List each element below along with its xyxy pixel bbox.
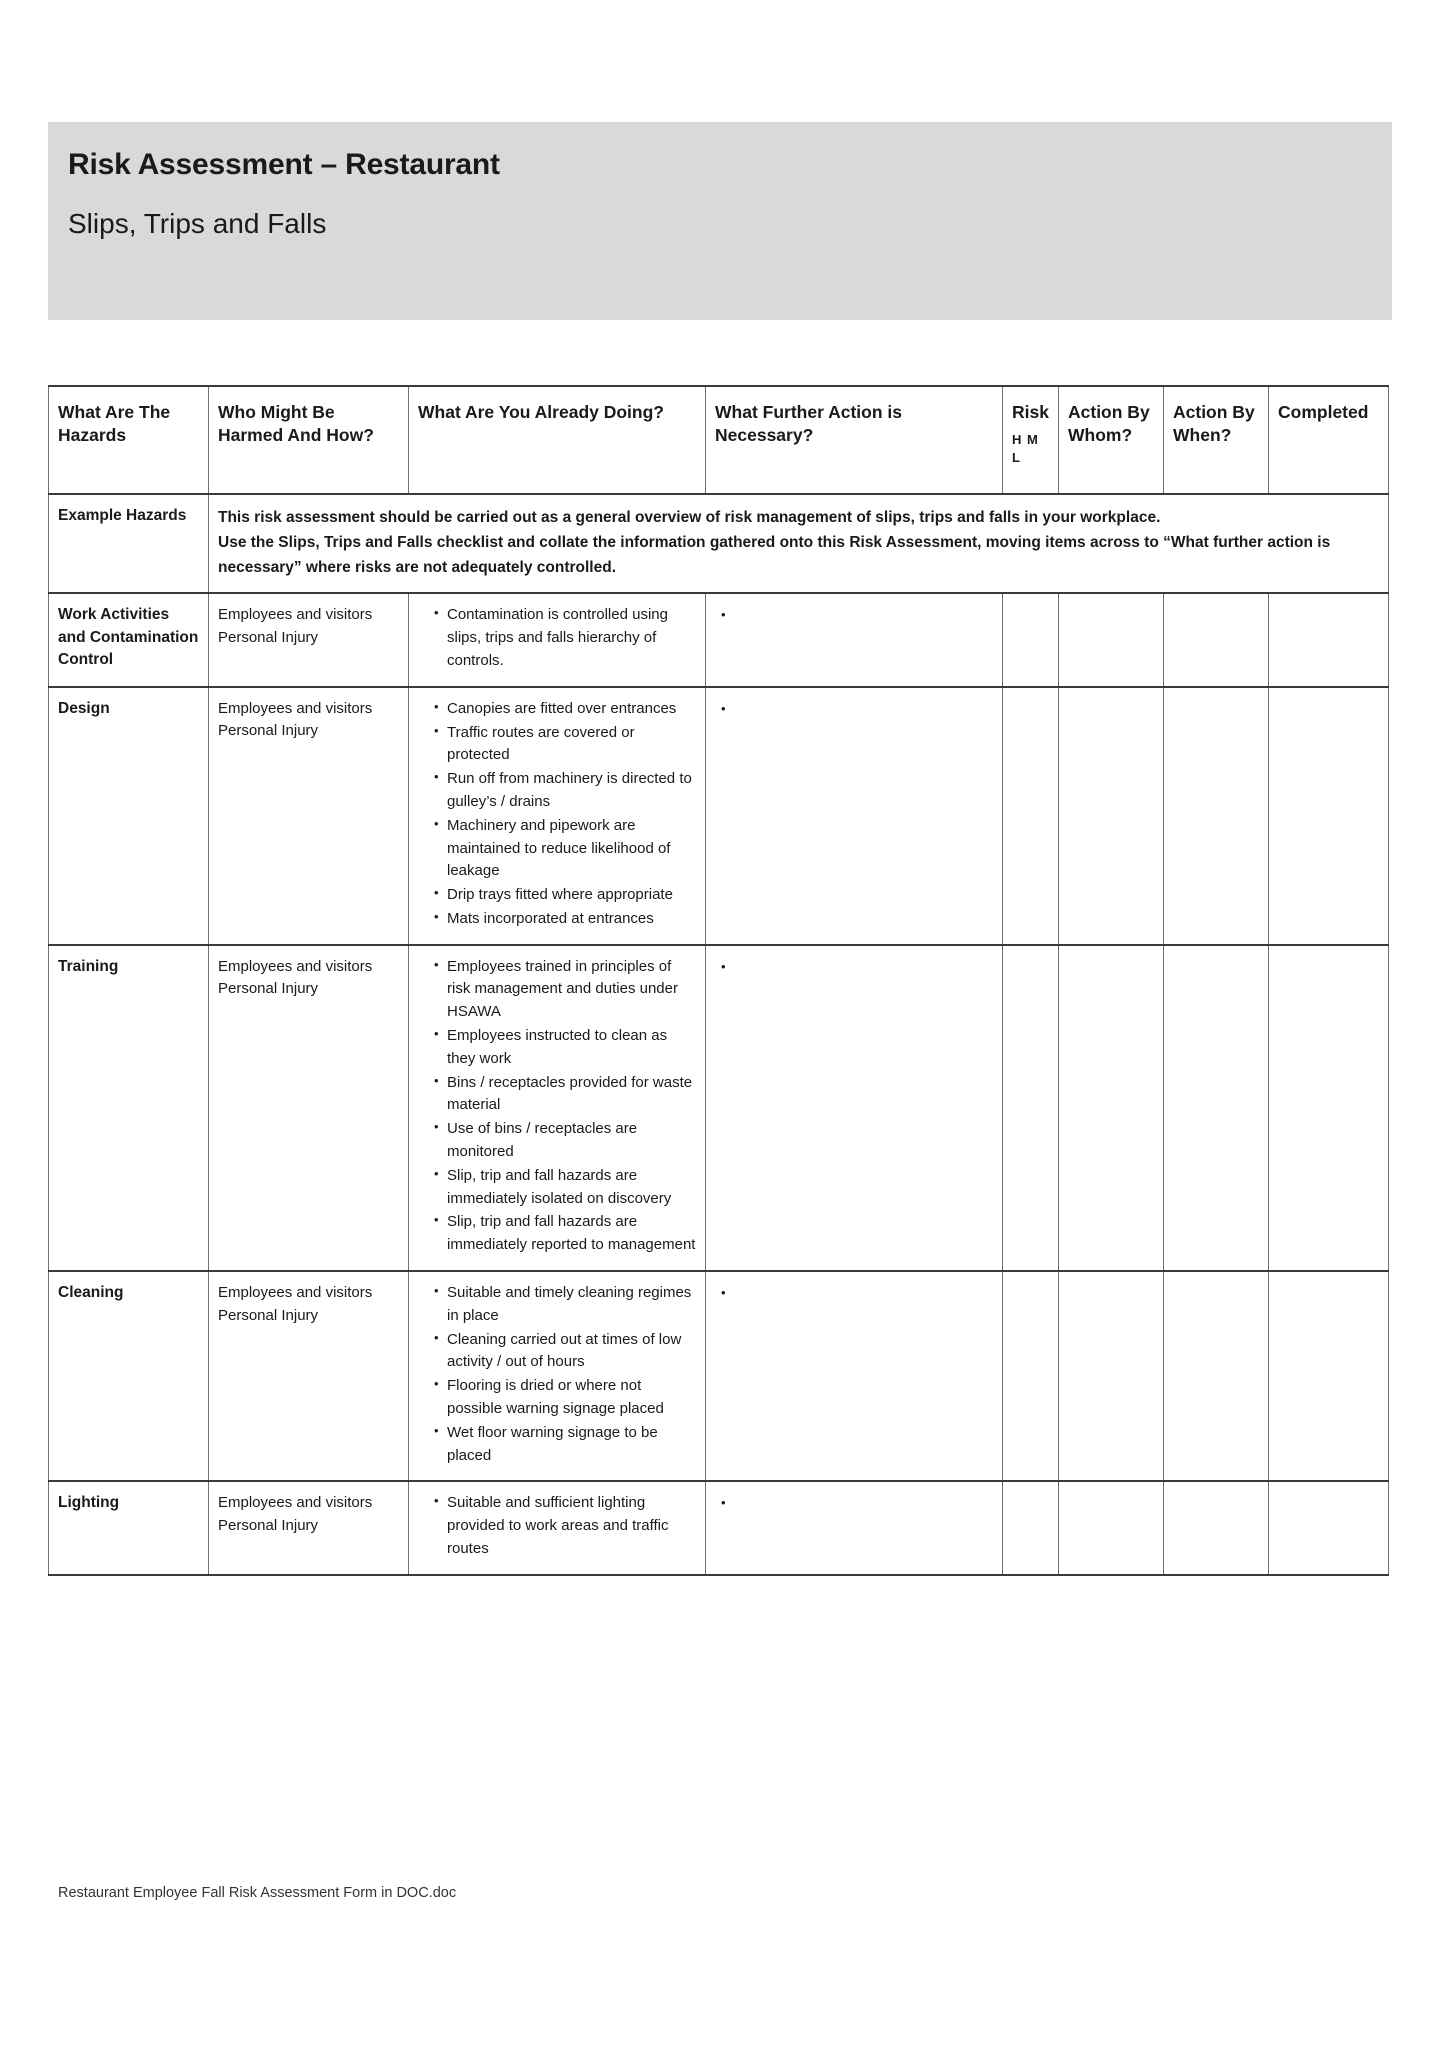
control-measures-list: [418, 1282, 696, 1467]
cell-completed[interactable]: [1269, 945, 1389, 1271]
table-row: [49, 593, 1389, 686]
document-title-secondary: Slips, Trips and Falls: [68, 207, 327, 239]
further-action-bullet[interactable]: [715, 1492, 993, 1515]
cell-further-action[interactable]: [706, 1481, 1003, 1574]
cell-further-action[interactable]: [706, 945, 1003, 1271]
cell-risk[interactable]: [1003, 593, 1059, 686]
example-paragraph-2: Use the Slips, Trips and Falls checklist and collate the information gathered onto this Risk Assessment, moving items across to “What further action is necessary” where risks are not adequately controlled.: [218, 534, 1331, 577]
list-item: • Contamination is controlled using slips, trips and falls hierarchy of controls.: [434, 604, 696, 672]
header-who-harmed: Who Might Be Harmed And How?: [209, 386, 409, 494]
who-harmed-line: Employees and visitors: [218, 1284, 373, 1302]
header-completed: Completed: [1269, 386, 1389, 494]
list-item: • Mats incorporated at entrances: [434, 908, 696, 931]
table-row-example: [49, 494, 1389, 593]
list-item: • Canopies are fitted over entrances: [434, 698, 696, 721]
list-item: • Employees trained in principles of risk management and duties under HSAWA: [434, 956, 696, 1024]
control-measures-list: [418, 1492, 696, 1560]
cell-action-by-when[interactable]: [1164, 593, 1269, 686]
cell-risk[interactable]: [1003, 687, 1059, 945]
list-item: • Drip trays fitted where appropriate: [434, 884, 696, 907]
cell-action-by-whom[interactable]: [1059, 945, 1164, 1271]
cell-who-harmed: [209, 1271, 409, 1481]
cell-action-by-when[interactable]: [1164, 687, 1269, 945]
who-harmed-line: Personal Injury: [218, 1516, 319, 1534]
list-item: • Suitable and timely cleaning regimes in place: [434, 1282, 696, 1328]
who-harmed-line: Employees and visitors: [218, 957, 373, 975]
header-risk-scale: H M L: [1012, 432, 1039, 465]
example-paragraph-1: This risk assessment should be carried out as a general overview of risk management of slips, trips and falls in your workplace.: [218, 509, 1161, 526]
cell-already-doing: [409, 1481, 706, 1574]
list-item: • Slip, trip and fall hazards are immediately isolated on discovery: [434, 1165, 696, 1211]
cell-who-harmed: [209, 1481, 409, 1574]
cell-action-by-whom[interactable]: [1059, 1481, 1164, 1574]
cell-hazard: Example Hazards: [49, 494, 209, 593]
cell-action-by-whom[interactable]: [1059, 1271, 1164, 1481]
table-header-row: [49, 386, 1389, 494]
control-measures-list: [418, 604, 696, 672]
who-harmed-line: Employees and visitors: [218, 699, 373, 717]
list-item: • Machinery and pipework are maintained to reduce likelihood of leakage: [434, 815, 696, 883]
further-action-bullet[interactable]: [715, 698, 993, 721]
cell-action-by-whom[interactable]: [1059, 687, 1164, 945]
control-measures-list: [418, 698, 696, 931]
cell-hazard: Cleaning: [49, 1271, 209, 1481]
list-item: • Cleaning carried out at times of low activity / out of hours: [434, 1329, 696, 1375]
header-hazards: What Are The Hazards: [49, 386, 209, 494]
further-action-bullet[interactable]: [715, 956, 993, 979]
list-item: • Bins / receptacles provided for waste material: [434, 1072, 696, 1118]
table-row: [49, 945, 1389, 1271]
cell-hazard: Training: [49, 945, 209, 1271]
cell-completed[interactable]: [1269, 593, 1389, 686]
cell-already-doing: [409, 687, 706, 945]
header-risk-label: Risk: [1012, 402, 1049, 422]
cell-who-harmed: [209, 945, 409, 1271]
cell-completed[interactable]: [1269, 1481, 1389, 1574]
cell-risk[interactable]: [1003, 1271, 1059, 1481]
further-action-bullet[interactable]: [715, 1282, 993, 1305]
title-banner: [48, 122, 1392, 320]
who-harmed-line: Personal Injury: [218, 1306, 319, 1324]
cell-example-description: [209, 494, 1389, 593]
cell-already-doing: [409, 593, 706, 686]
document-title-primary: Risk Assessment – Restaurant: [68, 148, 500, 181]
list-item: • Traffic routes are covered or protected: [434, 722, 696, 768]
cell-who-harmed: [209, 687, 409, 945]
cell-hazard: Design: [49, 687, 209, 945]
table-row: [49, 1271, 1389, 1481]
list-item: • Suitable and sufficient lighting provided to work areas and traffic routes: [434, 1492, 696, 1560]
who-harmed-line: Personal Injury: [218, 980, 319, 998]
table-row: [49, 687, 1389, 945]
list-item: • Employees instructed to clean as they work: [434, 1025, 696, 1071]
cell-action-by-when[interactable]: [1164, 1481, 1269, 1574]
list-item: • Use of bins / receptacles are monitored: [434, 1118, 696, 1164]
header-action-by-when: Action By When?: [1164, 386, 1269, 494]
list-item: • Slip, trip and fall hazards are immediately reported to management: [434, 1211, 696, 1257]
cell-action-by-when[interactable]: [1164, 945, 1269, 1271]
list-item: • Wet floor warning signage to be placed: [434, 1422, 696, 1468]
header-risk: [1003, 386, 1059, 494]
header-already-doing: What Are You Already Doing?: [409, 386, 706, 494]
cell-further-action[interactable]: [706, 1271, 1003, 1481]
who-harmed-line: Personal Injury: [218, 722, 319, 740]
cell-risk[interactable]: [1003, 945, 1059, 1271]
cell-completed[interactable]: [1269, 687, 1389, 945]
cell-hazard: Work Activities and Contamination Control: [49, 593, 209, 686]
cell-completed[interactable]: [1269, 1271, 1389, 1481]
cell-who-harmed: [209, 593, 409, 686]
header-further-action: What Further Action is Necessary?: [706, 386, 1003, 494]
cell-further-action[interactable]: [706, 687, 1003, 945]
who-harmed-line: Employees and visitors: [218, 1494, 373, 1512]
list-item: • Flooring is dried or where not possible warning signage placed: [434, 1375, 696, 1421]
cell-hazard: Lighting: [49, 1481, 209, 1574]
cell-action-by-whom[interactable]: [1059, 593, 1164, 686]
cell-risk[interactable]: [1003, 1481, 1059, 1574]
table-body: [49, 494, 1389, 1575]
cell-already-doing: [409, 1271, 706, 1481]
who-harmed-line: Personal Injury: [218, 628, 319, 646]
control-measures-list: [418, 956, 696, 1257]
further-action-bullet[interactable]: [715, 604, 993, 627]
risk-assessment-table: [48, 385, 1389, 1576]
cell-already-doing: [409, 945, 706, 1271]
list-item: • Run off from machinery is directed to gulley’s / drains: [434, 768, 696, 814]
cell-further-action[interactable]: [706, 593, 1003, 686]
cell-action-by-when[interactable]: [1164, 1271, 1269, 1481]
table-row: [49, 1481, 1389, 1574]
header-action-by-whom: Action By Whom?: [1059, 386, 1164, 494]
document-footer: Restaurant Employee Fall Risk Assessment Form in DOC.doc: [58, 1885, 457, 1901]
who-harmed-line: Employees and visitors: [218, 606, 373, 624]
